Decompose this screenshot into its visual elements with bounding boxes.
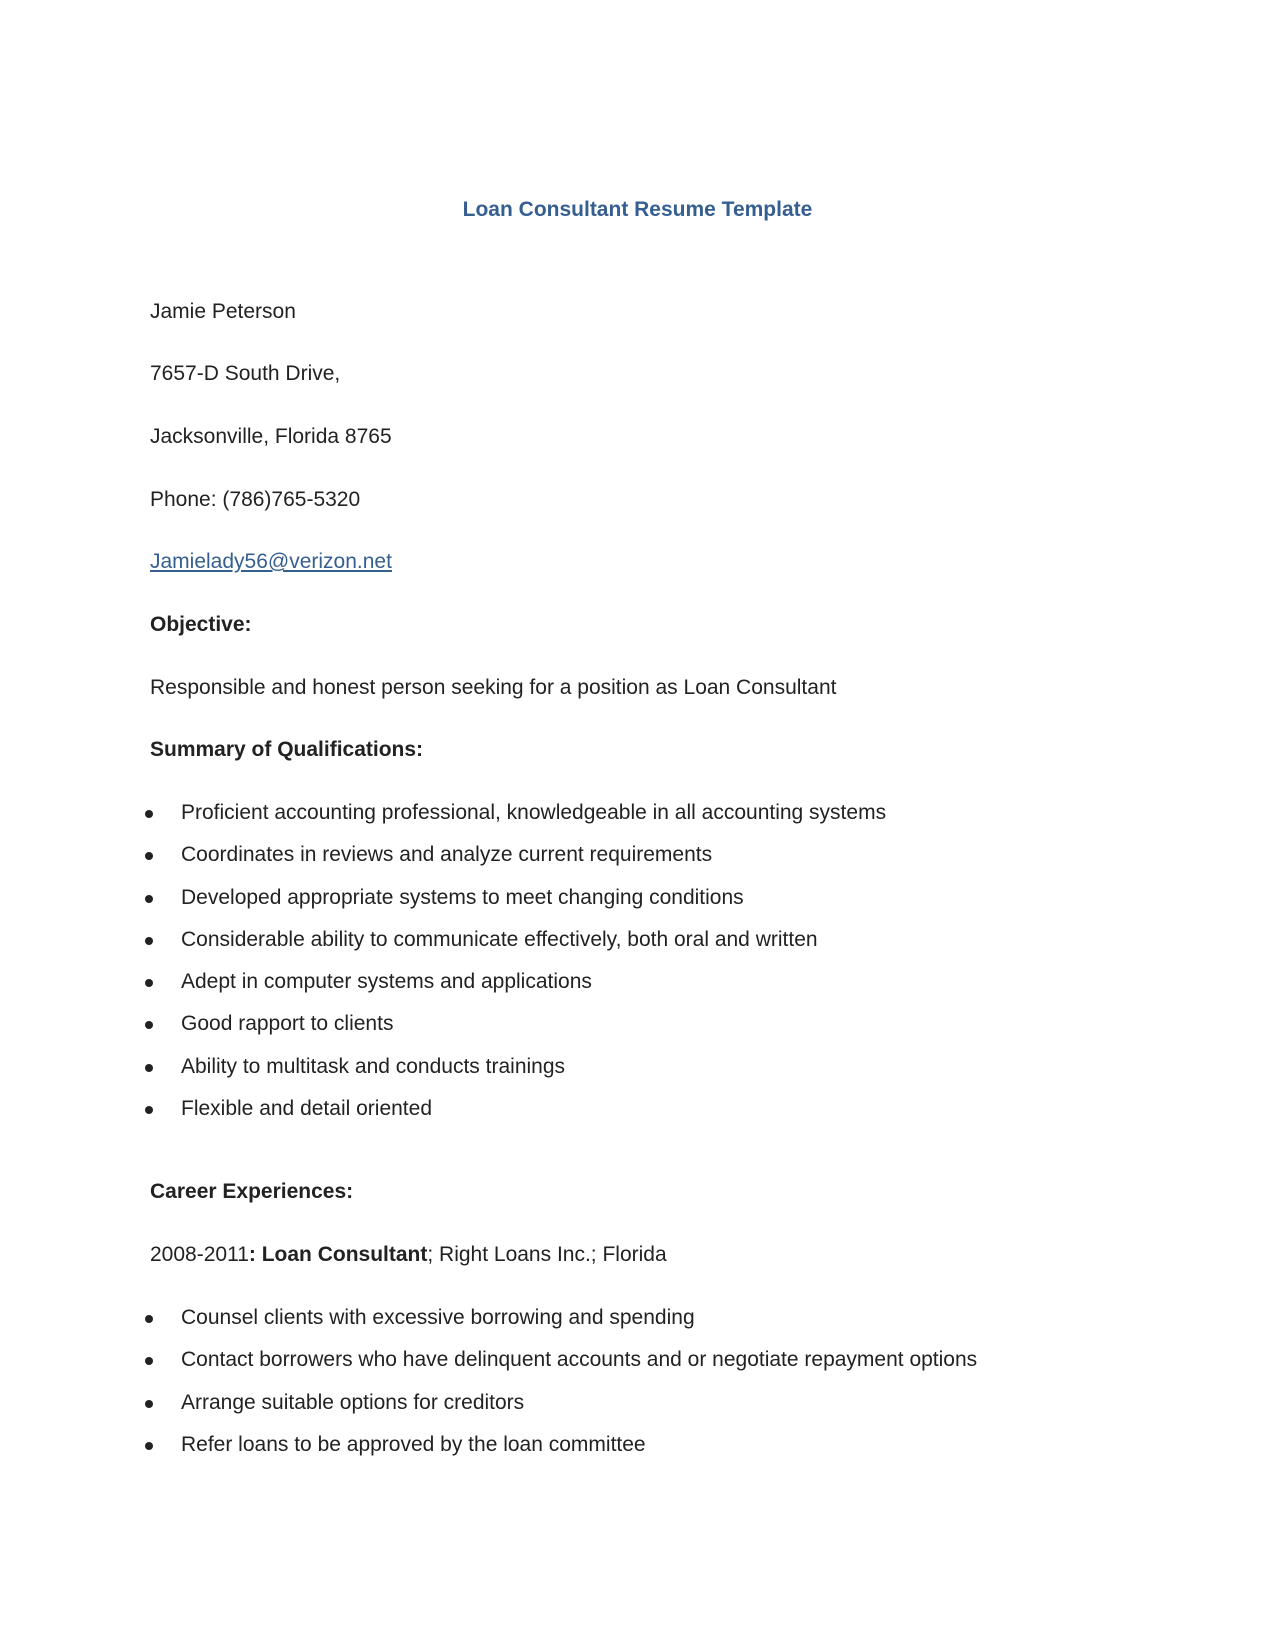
job-separator: : [248,1243,262,1266]
contact-address-line-2: Jacksonville, Florida 8765 [150,425,392,448]
list-item-text: Considerable ability to communicate effectively, both oral and written [181,927,818,951]
list-item-text: Adept in computer systems and applications [181,970,592,994]
job-years: 2008-2011 [150,1243,249,1266]
contact-email-link[interactable]: Jamielady56@verizon.net [150,550,392,573]
list-item [145,1053,886,1095]
list-item [145,1010,886,1052]
bullet-icon [145,979,153,987]
list-item [145,1346,977,1388]
qualifications-heading: Summary of Qualifications: [150,738,424,761]
list-item-text: Refer loans to be approved by the loan committee [181,1432,646,1456]
career-heading: Career Experiences: [150,1180,354,1203]
list-item-text: Developed appropriate systems to meet changing conditions [181,885,744,909]
list-item [145,884,886,926]
bullet-icon [145,1442,153,1450]
contact-name: Jamie Peterson [150,300,296,323]
list-item-text: Counsel clients with excessive borrowing and spending [181,1306,695,1329]
list-item-text: Contact borrowers who have delinquent accounts and or negotiate repayment options [181,1348,978,1372]
qualifications-list [145,799,886,1137]
list-item [145,1431,977,1473]
list-item-text: Arrange suitable options for creditors [181,1390,525,1414]
list-item-text: Good rapport to clients [181,1012,394,1036]
bullet-icon [145,1357,153,1365]
career-duties-list [145,1304,977,1473]
bullet-icon [145,852,153,860]
bullet-icon [145,895,153,903]
bullet-icon [145,1064,153,1072]
bullet-icon [145,810,153,818]
job-position: Loan Consultant [261,1243,428,1266]
list-item-text: Ability to multitask and conducts trainings [181,1054,566,1078]
job-company: ; Right Loans Inc.; Florida [427,1243,667,1266]
contact-address-line-1: 7657-D South Drive, [150,362,341,385]
objective-text: Responsible and honest person seeking for a position as Loan Consultant [150,676,837,699]
list-item-text: Coordinates in reviews and analyze current requirements [181,843,713,867]
list-item [145,1304,977,1346]
contact-phone: Phone: (786)765-5320 [150,488,361,511]
job-entry [150,1241,667,1269]
list-item [145,968,886,1010]
list-item-text: Flexible and detail oriented [181,1097,432,1121]
list-item [145,926,886,968]
list-item-text: Proficient accounting professional, knowledgeable in all accounting systems [181,801,887,824]
list-item [145,1389,977,1431]
objective-heading: Objective: [150,613,252,636]
contact-email-row [150,548,392,576]
list-item [145,841,886,883]
document-title: Loan Consultant Resume Template [462,198,813,221]
bullet-icon [145,1400,153,1408]
bullet-icon [145,1315,153,1323]
list-item [145,799,886,841]
bullet-icon [145,937,153,945]
bullet-icon [145,1021,153,1029]
list-item [145,1095,886,1137]
bullet-icon [145,1106,153,1114]
